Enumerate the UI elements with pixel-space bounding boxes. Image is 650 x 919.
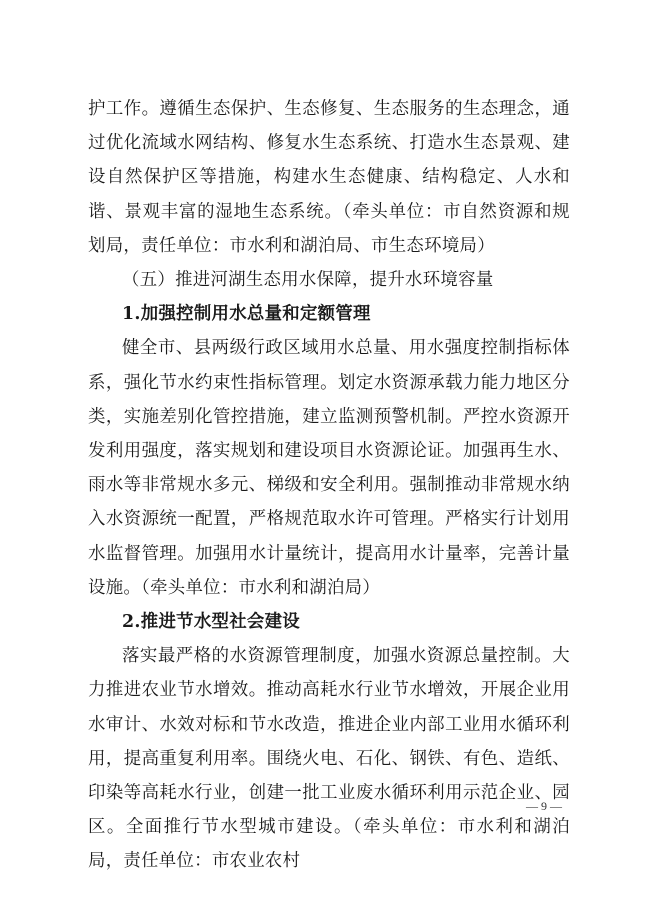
subheading-water-quota-management: 1.加强控制用水总量和定额管理 [122, 304, 371, 325]
paragraph-water-quota-management: 健全市、县两级行政区域用水总量、用水强度控制指标体系，强化节水约束性指标管理。划定水资源承载力能力地区分类，实施差别化管控措施，建立监测预警机制。严控水资源开发利用强度，落实规划和建设项目水资源论证。加强再生水、雨水等非常规水多元、梯级和安全利用。强制推动非常规水纳入水资源统一配置，严格规范取水许可管理。严格实行计划用水监督管理。加强用水计量统计，提高用水计量率，完善计量设施。（牵头单位：市水利和湖泊局） [88, 338, 570, 598]
paragraph-water-saving-society: 落实最严格的水资源管理制度，加强水资源总量控制。大力推进农业节水增效。推动高耗水行业节水增效，开展企业用水审计、水效对标和节水改造，推进企业内部工业用水循环利用，提高重复利用率。围绕火电、石化、钢铁、有色、造纸、印染等高耗水行业，创建一批工业废水循环利用示范企业、园区。全面推行节水型城市建设。（牵头单位：市水利和湖泊局，责任单位：市农业农村 [88, 646, 570, 872]
paragraph-ecology-continuation: 护工作。遵循生态保护、生态修复、生态服务的生态理念，通过优化流域水网结构、修复水生态系统、打造水生态景观、建设自然保护区等措施，构建水生态健康、结构稳定、人水和谐、景观丰富的湿地生态系统。（牵头单位：市自然资源和规划局，责任单位：市水利和湖泊局、市生态环境局） [88, 99, 570, 256]
subheading-water-saving-society: 2.推进节水型社会建设 [122, 612, 300, 633]
page-number: — 9 — [526, 799, 562, 813]
section-title-river-lake-water: （五）推进河湖生态用水保障，提升水环境容量 [122, 270, 494, 291]
document-body [88, 92, 570, 879]
